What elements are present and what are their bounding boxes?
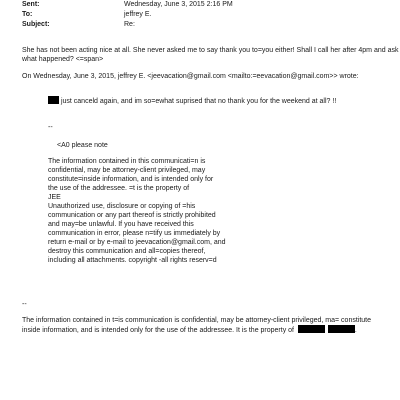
sent-label: Sent: (22, 1, 40, 8)
please-note: <A0 please note (57, 142, 108, 149)
disclaimer-line: constitute=inside information, and is intended only for (48, 176, 214, 183)
footer-tail: . (354, 327, 357, 334)
disclaimer-line: communication in error, please n=tify us immediately by (48, 230, 221, 237)
quoted-message (48, 96, 336, 106)
disclaimer-line: confidential, may be attorney-client privileged, may (48, 167, 206, 174)
subject-label: Subject: (22, 21, 50, 28)
signature-dashes: -- (48, 124, 53, 131)
footer-line-1: The information contained in t=is communication is confidential, may be attorney-client privileged, ma= constitute (22, 317, 372, 324)
disclaimer-line: including all attachments. copyright -all rights reserv=d (48, 257, 217, 264)
sent-value: Wednesday, June 3, 2015 2:16 PM (124, 1, 233, 8)
footer-line-2-text: inside information, and is intended only for the use of the addressee. It is the property of (22, 327, 294, 334)
disclaimer-line: and may=be unlawful. If you have received this (48, 221, 194, 228)
disclaimer-line: the use of the addressee. =t is the property of (48, 185, 190, 192)
disclaimer-line: The information contained in this communicati=n is (48, 158, 206, 165)
disclaimer-line: JEE (48, 194, 61, 201)
footer-line-2 (22, 325, 357, 335)
disclaimer-line: return e-mail or by e-mail to jeevacation@gmail.com, and (48, 239, 226, 246)
reply-line-2: what happened? <=span> (22, 56, 104, 63)
redaction-block (48, 96, 59, 104)
subject-value: Re: (124, 21, 135, 28)
redaction-block (328, 325, 355, 333)
disclaimer-line: Unauthorized use, disclosure or copying of =his (48, 203, 196, 210)
quoted-message-text: just canceld again, and im so=ewhat suprised that no thank you for the weekend at all? !! (60, 98, 337, 105)
to-label: To: (22, 11, 33, 18)
footer-dashes: -- (22, 301, 27, 308)
redaction-block (298, 325, 325, 333)
disclaimer-line: destroy this communication and all=copies thereof, (48, 248, 206, 255)
reply-line-1: She has not been acting nice at all. She never asked me to say thank you to=you either! Shall I call her after 4pm and ask (22, 47, 399, 54)
quote-intro: On Wednesday, June 3, 2015, jeffrey E. <jeevacation@gmail.com <mailto:=eevacation@gmail.com>> wrote: (22, 73, 359, 80)
disclaimer-block (48, 157, 288, 265)
to-value: jeffrey E. (124, 11, 152, 18)
disclaimer-line: communication or any part thereof is strictly prohibited (48, 212, 216, 219)
